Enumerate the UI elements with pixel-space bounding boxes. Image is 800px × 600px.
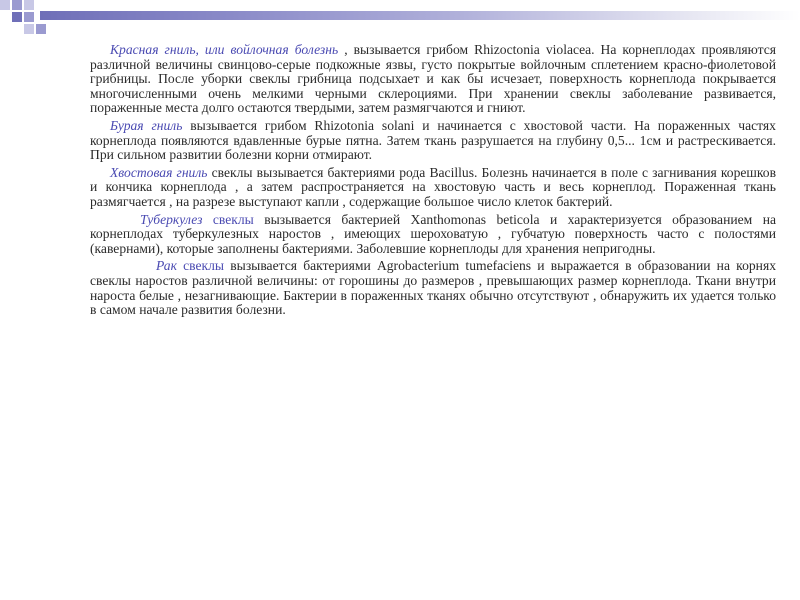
corner-square xyxy=(24,24,34,34)
term-tail-rot: Хвостовая гниль xyxy=(110,164,208,180)
corner-square xyxy=(12,0,22,10)
term-tuberculosis: Туберкулез xyxy=(140,211,203,227)
term-red-rot: Красная гниль, или войлочная болезнь xyxy=(110,42,339,57)
paragraph-brown-rot xyxy=(90,119,776,163)
header-rule xyxy=(40,11,800,20)
paragraph-text: вызывается грибом Rhizotonia solani и начинается с хвостовой части. На пораженных частях корнеплода появляются вдавленные бурые пятна. Затем ткань разрушается на глубину 0,5... 1см и растрескивается. При сильном развитии болезни корни отмирают. xyxy=(90,117,776,163)
paragraph-text: вызывается бактериями Agrobacterium tumefaciens и выражается в образовании на корнях свеклы наростов различной величины: от горошины до размеров , превышающих размер корнеплода. Ткани внутри нароста белые , незагнивающие. Бактерии в пораженных тканях обычно отсутствуют , обнаружить их удается только в самом начале развития болезни. xyxy=(90,258,777,318)
paragraph-tail-rot xyxy=(90,166,776,210)
term-brown-rot: Бурая гниль xyxy=(110,117,183,133)
term-tuberculosis-suffix: свеклы xyxy=(202,211,254,227)
corner-decoration xyxy=(0,0,60,48)
paragraph-text: свеклы вызывается бактериями рода Bacillus. Болезнь начинается в поле с загнивания корешков и кончика корнеплода , а затем распространяется на хвостовую часть и весь корнеплод. Пораженная ткань размягчается , на разрезе выступают капли , содержащие большое число клеток бактерий. xyxy=(90,164,777,209)
paragraph-red-rot xyxy=(90,43,776,116)
paragraph-tuberculosis xyxy=(90,213,776,257)
corner-square xyxy=(36,24,46,34)
paragraph-text: , вызывается грибом Rhizoctonia violacea. На корнеплодах проявляются различной величины свинцово-серые подкожные язвы, густо покрытые войлочным сплетением красно-фиолетовой грибницы. После уборки свеклы грибница подсыхает и как бы исчезает, поверхность корнеплода покрывается многочисленными очень мелкими черными склероциями. При хранении свеклы заболевание развивается, пораженные места долго остаются твердыми, затем размягчаются и гниют. xyxy=(90,42,776,116)
corner-square xyxy=(24,12,34,22)
corner-square xyxy=(12,12,22,22)
term-cancer-suffix: свеклы xyxy=(176,258,225,274)
paragraph-cancer xyxy=(90,259,776,317)
corner-square xyxy=(0,0,10,10)
paragraph-text: вызывается бактерией Xanthomonas beticola и характеризуется образованием на корнеплодах туберкулезных наростов , имеющих шероховатую , губчатую поверхность часто с полостями (кавернами), которые заполнены бактериями. Заболевшие корнеплоды для хранения непригодны. xyxy=(90,211,777,256)
term-cancer: Рак xyxy=(156,258,177,274)
slide-body xyxy=(90,43,776,321)
corner-square xyxy=(24,0,34,10)
